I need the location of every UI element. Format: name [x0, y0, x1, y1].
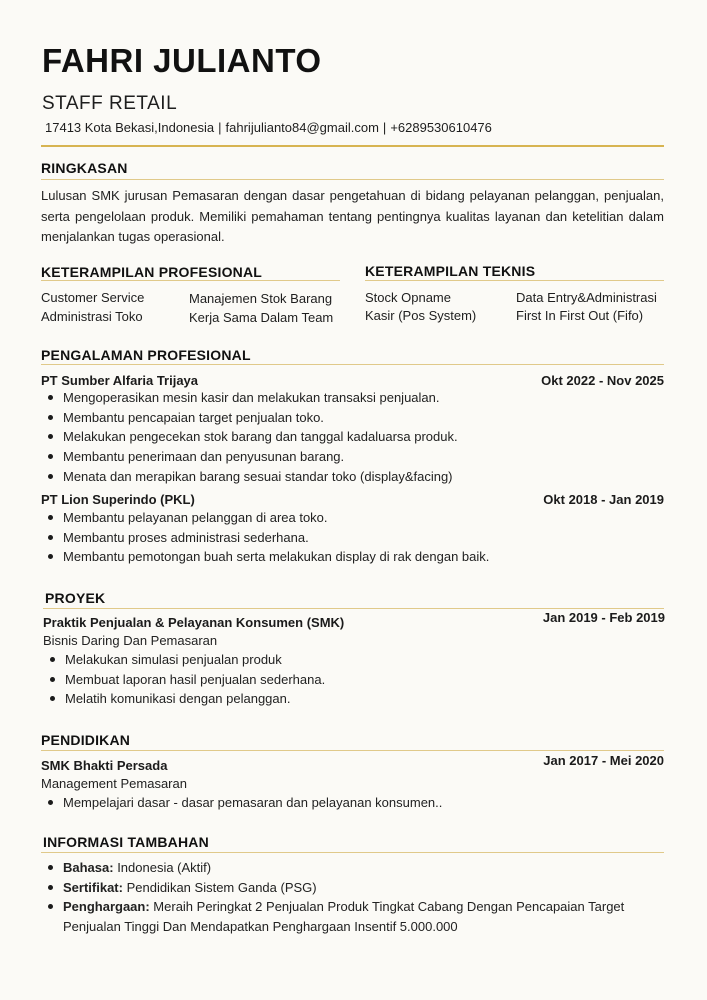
summary-title: RINGKASAN	[41, 160, 128, 176]
list-item	[41, 858, 641, 878]
summary-divider	[41, 179, 664, 180]
experience-divider	[41, 364, 664, 365]
contact-separator: |	[382, 120, 387, 135]
job-company: PT Sumber Alfaria Trijaya	[41, 373, 199, 388]
job-date: Okt 2022 - Nov 2025	[541, 373, 664, 388]
summary-text: Lulusan SMK jurusan Pemasaran dengan dasar pengetahuan di bidang pelayanan pelanggan, penjualan, serta pengelolaan produk. Memiliki pemahaman tentang pentingnya kualitas layanan dan ketelitian dalam menjalankan tugas operasional.	[41, 188, 664, 244]
list-item: Membantu pelayanan pelanggan di area toko.	[41, 508, 489, 528]
info-label: Sertifikat:	[63, 879, 123, 895]
info-value: Pendidikan Sistem Ganda (PSG)	[122, 879, 317, 895]
job-bullets	[41, 388, 458, 487]
technical-skills-title: KETERAMPILAN TEKNIS	[365, 263, 536, 279]
skill-item: Administrasi Toko	[41, 309, 143, 324]
experience-title: PENGALAMAN PROFESIONAL	[41, 347, 251, 363]
contact-line	[45, 120, 492, 135]
additional-info-title: INFORMASI TAMBAHAN	[43, 834, 209, 850]
skill-item: Manajemen Stok Barang	[189, 291, 333, 306]
list-item: Mempelajari dasar - dasar pemasaran dan pelayanan konsumen..	[41, 793, 442, 813]
education-bullets	[41, 793, 442, 813]
education-title: PENDIDIKAN	[41, 732, 131, 748]
education-divider	[41, 750, 664, 751]
skill-item: Customer Service	[41, 290, 145, 305]
project-name: Praktik Penjualan & Pelayanan Konsumen (SMK)	[43, 615, 345, 630]
skill-item: Data Entry&Administrasi	[516, 290, 657, 305]
professional-skills-divider	[41, 280, 340, 281]
skill-item: Kasir (Pos System)	[365, 308, 477, 323]
job-company: PT Lion Superindo (PKL)	[41, 492, 195, 507]
list-item	[41, 878, 641, 898]
list-item: Melatih komunikasi dengan pelanggan.	[43, 689, 325, 709]
skill-item: Kerja Sama Dalam Team	[189, 310, 334, 325]
list-item: Melakukan simulasi penjualan produk	[43, 650, 325, 670]
job-date: Okt 2018 - Jan 2019	[543, 492, 664, 507]
contact-phone: +6289530610476	[390, 120, 492, 135]
info-label: Bahasa:	[63, 860, 114, 875]
project-bullets	[43, 650, 325, 709]
candidate-name: FAHRI JULIANTO	[42, 42, 322, 79]
list-item: Melakukan pengecekan stok barang dan tanggal kadaluarsa produk.	[41, 427, 458, 447]
education-major: Management Pemasaran	[41, 776, 187, 791]
project-subtitle: Bisnis Daring Dan Pemasaran	[43, 633, 218, 648]
contact-separator: |	[218, 120, 222, 135]
header-divider	[41, 145, 664, 147]
education-date: Jan 2017 - Mei 2020	[543, 753, 664, 768]
list-item: Menata dan merapikan barang sesuai standar toko (display&facing)	[41, 467, 458, 487]
list-item: Membuat laporan hasil penjualan sederhana.	[43, 670, 325, 690]
contact-location: 17413 Kota Bekasi,Indonesia	[45, 120, 215, 135]
additional-info-divider	[41, 852, 664, 853]
skill-item: First In First Out (Fifo)	[516, 308, 644, 323]
technical-skills-divider	[365, 280, 664, 281]
list-item: Membantu pemotongan buah serta melakukan display di rak dengan baik.	[41, 547, 489, 567]
professional-skills-title: KETERAMPILAN PROFESIONAL	[41, 264, 263, 280]
list-item: Membantu pencapaian target penjualan toko.	[41, 408, 458, 428]
list-item: Mengoperasikan mesin kasir dan melakukan transaksi penjualan.	[41, 388, 458, 408]
skill-item: Stock Opname	[365, 290, 451, 305]
contact-email: fahrijulianto84@gmail.com	[225, 120, 379, 135]
list-item	[41, 897, 641, 936]
projects-divider	[43, 608, 664, 609]
project-date: Jan 2019 - Feb 2019	[542, 610, 665, 625]
info-value: Meraih Peringkat 2 Penjualan Produk Tingkat Cabang Dengan Pencapaian Target Penjualan Tinggi Dan Mendapatkan Penghargaan Insentif 5.000.000	[63, 899, 625, 935]
candidate-role: STAFF RETAIL	[42, 93, 178, 114]
info-label: Penghargaan:	[63, 899, 150, 915]
school-name: SMK Bhakti Persada	[41, 758, 168, 773]
info-value: Indonesia (Aktif)	[113, 860, 212, 875]
projects-title: PROYEK	[45, 590, 106, 606]
job-bullets	[41, 508, 489, 567]
additional-info-list	[41, 858, 641, 937]
list-item: Membantu penerimaan dan penyusunan barang.	[41, 447, 458, 467]
list-item: Membantu proses administrasi sederhana.	[41, 528, 489, 548]
